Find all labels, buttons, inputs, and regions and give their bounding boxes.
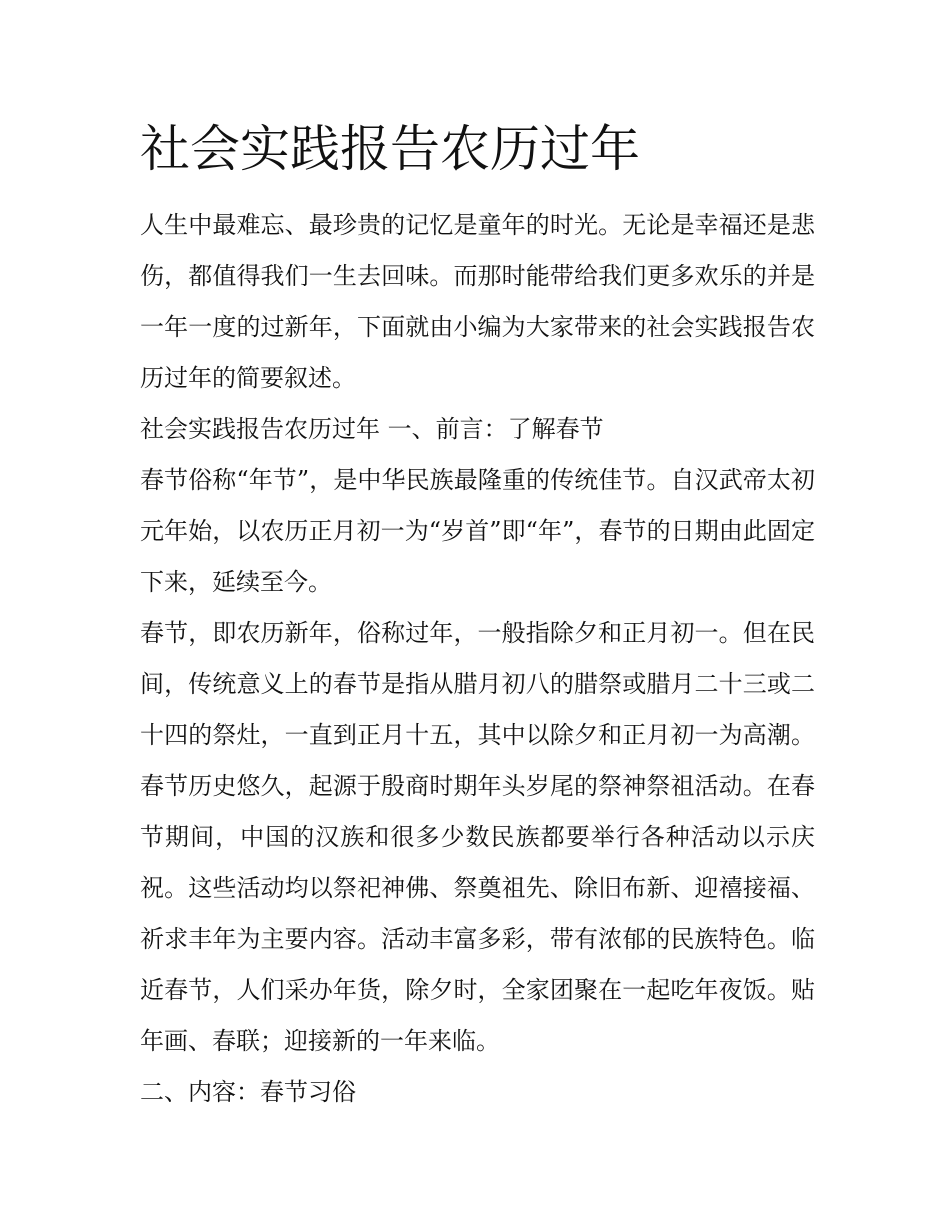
section-2-heading: 二、内容：春节习俗: [140, 1078, 356, 1106]
section-1-paragraph-2: 春节，即农历新年，俗称过年，一般指除夕和正月初一。但在民间，传统意义上的春节是指从腊月初八的腊祭或腊月二十三或二十四的祭灶，一直到正月十五，其中以除夕和正月初一为高潮。春节历史悠久，起源于殷商时期年头岁尾的祭神祭祖活动。在春节期间，中国的汉族和很多少数民族都要举行各种活动以示庆祝。这些活动均以祭祀神佛、祭奠祖先、除旧布新、迎禧接福、祈求丰年为主要内容。活动丰富多彩，带有浓郁的民族特色。临近春节，人们采办年货，除夕时，全家团聚在一起吃年夜饭。贴年画、春联；迎接新的一年来临。: [140, 619, 815, 1055]
section-1-heading: 社会实践报告农历过年 一、前言：了解春节: [140, 415, 604, 443]
intro-paragraph: 人生中最难忘、最珍贵的记忆是童年的时光。无论是幸福还是悲伤，都值得我们一生去回味。而那时能带给我们更多欢乐的并是一年一度的过新年，下面就由小编为大家带来的社会实践报告农历过年的简要叙述。: [140, 211, 815, 392]
document-body: [140, 116, 815, 1118]
section-1-paragraph-1: 春节俗称“年节”，是中华民族最隆重的传统佳节。自汉武帝太初元年始，以农历正月初一为“岁首”即“年”，春节的日期由此固定下来，延续至今。: [140, 466, 815, 596]
document-title: 社会实践报告农历过年: [140, 120, 640, 178]
